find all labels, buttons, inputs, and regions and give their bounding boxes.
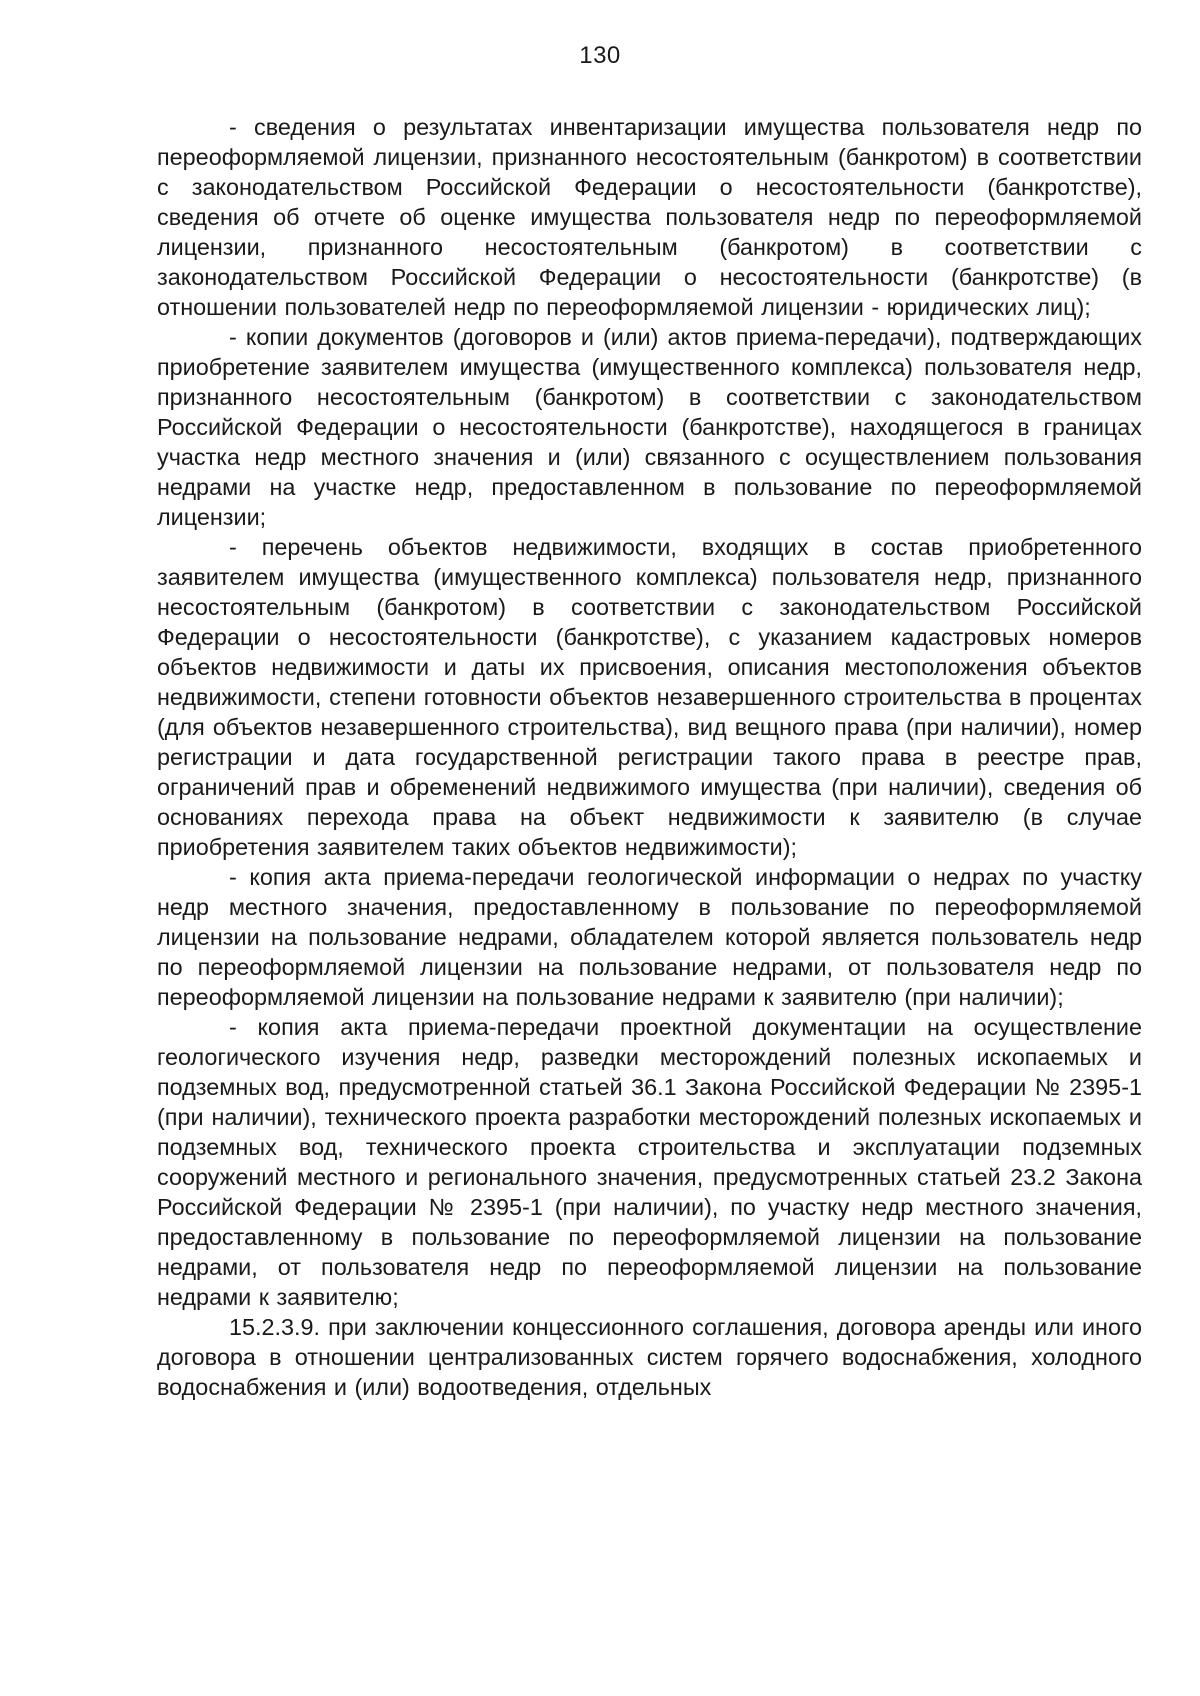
paragraph-geological-info-act: - копия акта приема-передачи геологической информации о недрах по участку недр местного значения, предоставленному в пользование по переоформляемой лицензии на пользование недрами, обладателем которой является пользователь недр по переоформляемой лицензии на пользование недрами, от пользователя недр по переоформляемой лицензии на пользование недрами к заявителю (при наличии); <box>157 864 1142 1010</box>
document-body <box>157 112 1142 1402</box>
page-number: 130 <box>579 42 621 69</box>
paragraph-project-docs-act: - копия акта приема-передачи проектной документации на осуществление геологического изучения недр, разведки месторождений полезных ископаемых и подземных вод, предусмотренной статьей 36.1 Закона Российской Федерации № 2395-1 (при наличии), технического проекта разработки месторождений полезных ископаемых и подземных вод, технического проекта строительства и эксплуатации подземных сооружений местного и регионального значения, предусмотренных статьей 23.2 Закона Российской Федерации № 2395-1 (при наличии), по участку недр местного значения, предоставленному в пользование по переоформляемой лицензии на пользование недрами, от пользователя недр по переоформляемой лицензии на пользование недрами к заявителю; <box>157 1014 1142 1310</box>
paragraph-concession-agreement: 15.2.3.9. при заключении концессионного соглашения, договора аренды или иного договора в отношении централизованных систем горячего водоснабжения, холодного водоснабжения и (или) водоотведения, отдельных <box>157 1314 1142 1400</box>
paragraph-inventory-info: - сведения о результатах инвентаризации имущества пользователя недр по переоформляемой лицензии, признанного несостоятельным (банкротом) в соответствии с законодательством Российской Федерации о несостоятельности (банкротстве), сведения об отчете об оценке имущества пользователя недр по переоформляемой лицензии, признанного несостоятельным (банкротом) в соответствии с законодательством Российской Федерации о несостоятельности (банкротстве) (в отношении пользователей недр по переоформляемой лицензии - юридических лиц); <box>157 114 1142 320</box>
paragraph-real-estate-list: - перечень объектов недвижимости, входящих в состав приобретенного заявителем имущества (имущественного комплекса) пользователя недр, признанного несостоятельным (банкротом) в соответствии с законодательством Российской Федерации о несостоятельности (банкротстве), с указанием кадастровых номеров объектов недвижимости и даты их присвоения, описания местоположения объектов недвижимости, степени готовности объектов незавершенного строительства в процентах (для объектов незавершенного строительства), вид вещного права (при наличии), номер регистрации и дата государственной регистрации такого права в реестре прав, ограничений прав и обременений недвижимого имущества (при наличии), сведения об основаниях перехода права на объект недвижимости к заявителю (в случае приобретения заявителем таких объектов недвижимости); <box>157 534 1142 860</box>
paragraph-document-copies: - копии документов (договоров и (или) актов приема-передачи), подтверждающих приобретение заявителем имущества (имущественного комплекса) пользователя недр, признанного несостоятельным (банкротом) в соответствии с законодательством Российской Федерации о несостоятельности (банкротстве), находящегося в границах участка недр местного значения и (или) связанного с осуществлением пользования недрами на участке недр, предоставленном в пользование по переоформляемой лицензии; <box>157 324 1142 530</box>
